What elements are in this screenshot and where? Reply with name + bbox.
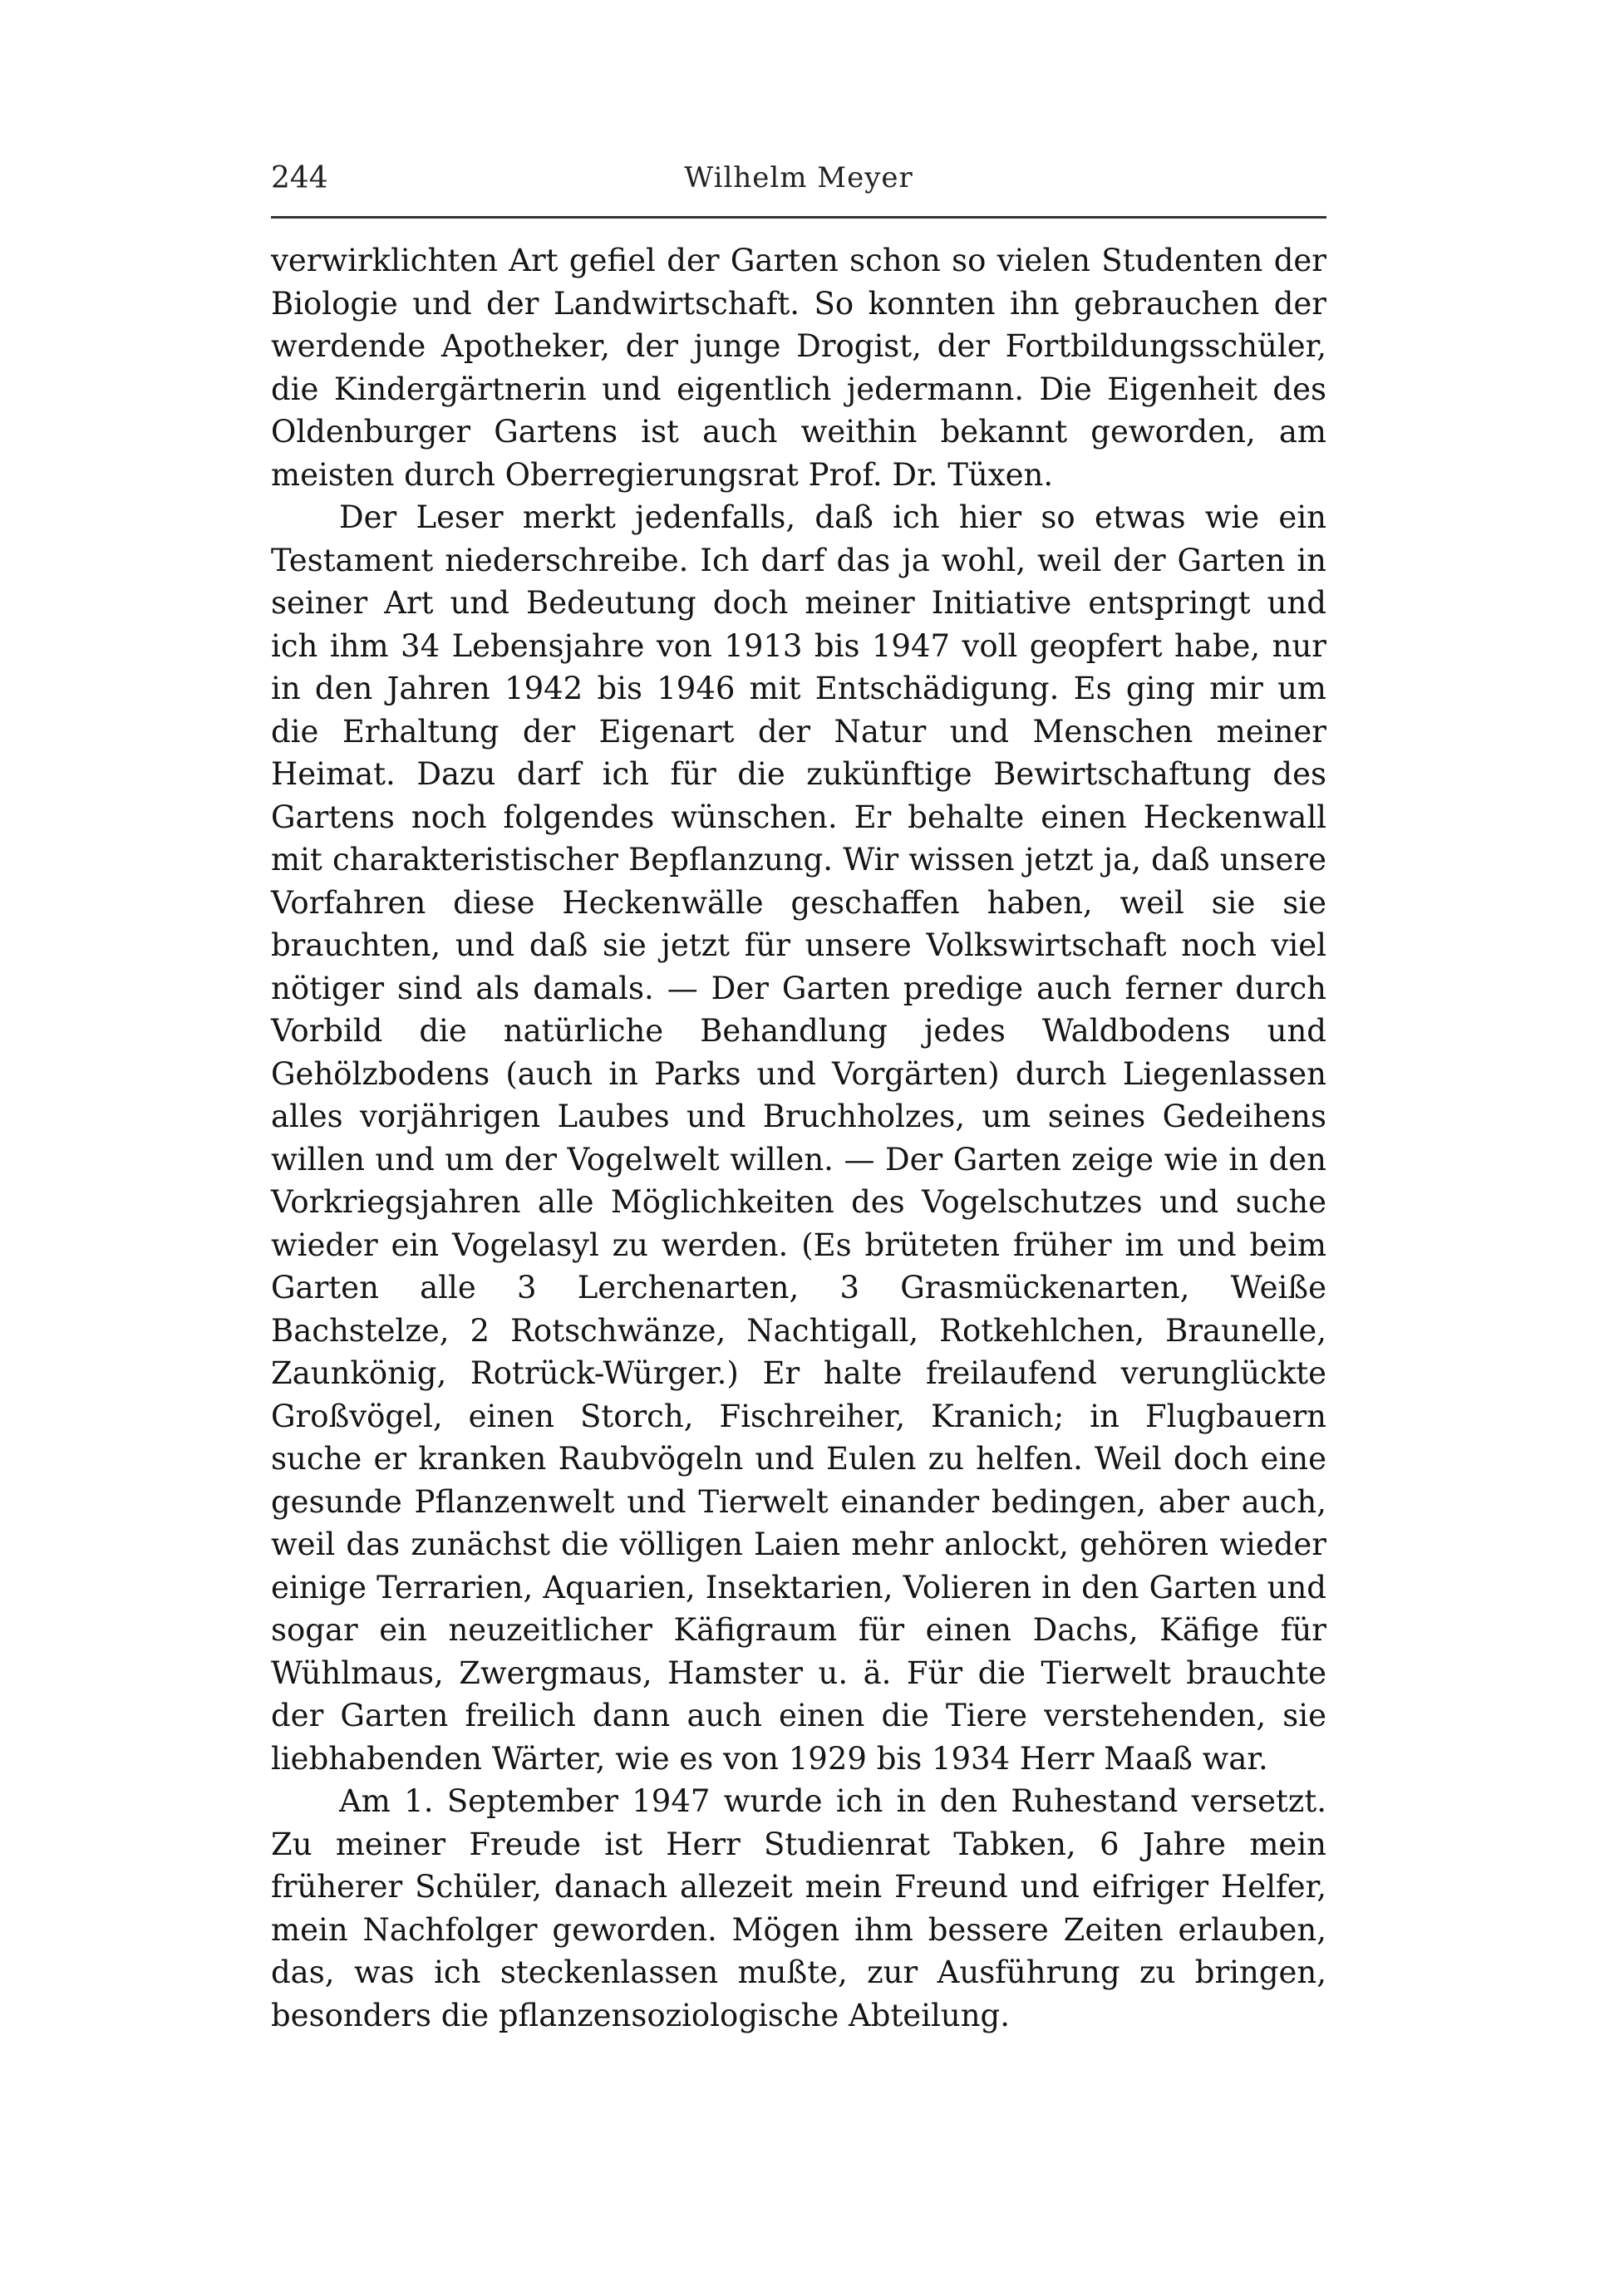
page-number: 244 [271, 161, 328, 195]
running-head [271, 156, 1326, 214]
body-text [271, 239, 1326, 2037]
paragraph-continuation: verwirklichten Art gefiel der Garten schon so vielen Studenten der Biologie und der Landwirtschaft. So konnten ihn gebrauchen der werdende Apotheker, der junge Drogist, der Fortbildungsschüler, die Kindergärtnerin und eigentlich jedermann. Die Eigenheit des Oldenburger Gartens ist auch weithin bekannt geworden, am meisten durch Oberregierungsrat Prof. Dr. Tüxen. [271, 243, 1326, 493]
header-rule [271, 216, 1326, 219]
running-title: Wilhelm Meyer [684, 161, 913, 194]
paragraph-testament: Der Leser merkt jedenfalls, daß ich hier so etwas wie ein Testament niederschreibe. Ich darf das ja wohl, weil der Garten in seiner Art und Bedeutung doch meiner Initiative entspringt und ich ihm 34 Lebensjahre von 1913 bis 1947 voll geopfert habe, nur in den Jahren 1942 bis 1946 mit Entschädigung. Es ging mir um die Erhaltung der Eigenart der Natur und Menschen meiner Heimat. Dazu darf ich für die zukünftige Bewirtschaftung des Gartens noch folgendes wünschen. Er behalte einen Heckenwall mit charakteristischer Bepflanzung. Wir wissen jetzt ja, daß unsere Vorfahren diese Heckenwälle geschaffen haben, weil sie sie brauchten, und daß sie jetzt für unsere Volkswirtschaft noch viel nötiger sind als damals. — Der Garten predige auch ferner durch Vorbild die natürliche Behandlung jedes Waldbodens und Gehölzbodens (auch in Parks und Vorgärten) durch Liegenlassen alles vorjährigen Laubes und Bruchholzes, um seines Gedeihens willen und um der Vogelwelt willen. — Der Garten zeige wie in den Vorkriegsjahren alle Möglichkeiten des Vogelschutzes und suche wieder ein Vogelasyl zu werden. (Es brüteten früher im und beim Garten alle 3 Lerchenarten, 3 Grasmückenarten, Weiße Bachstelze, 2 Rotschwänze, Nachtigall, Rotkehlchen, Braunelle, Zaunkönig, Rotrück-Würger.) Er halte freilaufend verunglückte Großvögel, einen Storch, Fischreiher, Kranich; in Flugbauern suche er kranken Raubvögeln und Eulen zu helfen. Weil doch eine gesunde Pflanzenwelt und Tierwelt einander bedingen, aber auch, weil das zunächst die völligen Laien mehr anlockt, gehören wieder einige Terrarien, Aquarien, Insektarien, Volieren in den Garten und sogar ein neuzeitlicher Käfigraum für einen Dachs, Käfige für Wühlmaus, Zwergmaus, Hamster u. ä. Für die Tierwelt brauchte der Garten freilich dann auch einen die Tiere verstehenden, sie liebhabenden Wärter, wie es von 1929 bis 1934 Herr Maaß war. [271, 499, 1326, 1777]
paragraph-retirement: Am 1. September 1947 wurde ich in den Ruhestand versetzt. Zu meiner Freude ist Herr Studienrat Tabken, 6 Jahre mein früherer Schüler, danach allezeit mein Freund und eifriger Helfer, mein Nachfolger geworden. Mögen ihm bessere Zeiten erlauben, das, was ich steckenlassen mußte, zur Ausführung zu bringen, besonders die pflanzensoziologische Abteilung. [271, 1783, 1326, 2033]
